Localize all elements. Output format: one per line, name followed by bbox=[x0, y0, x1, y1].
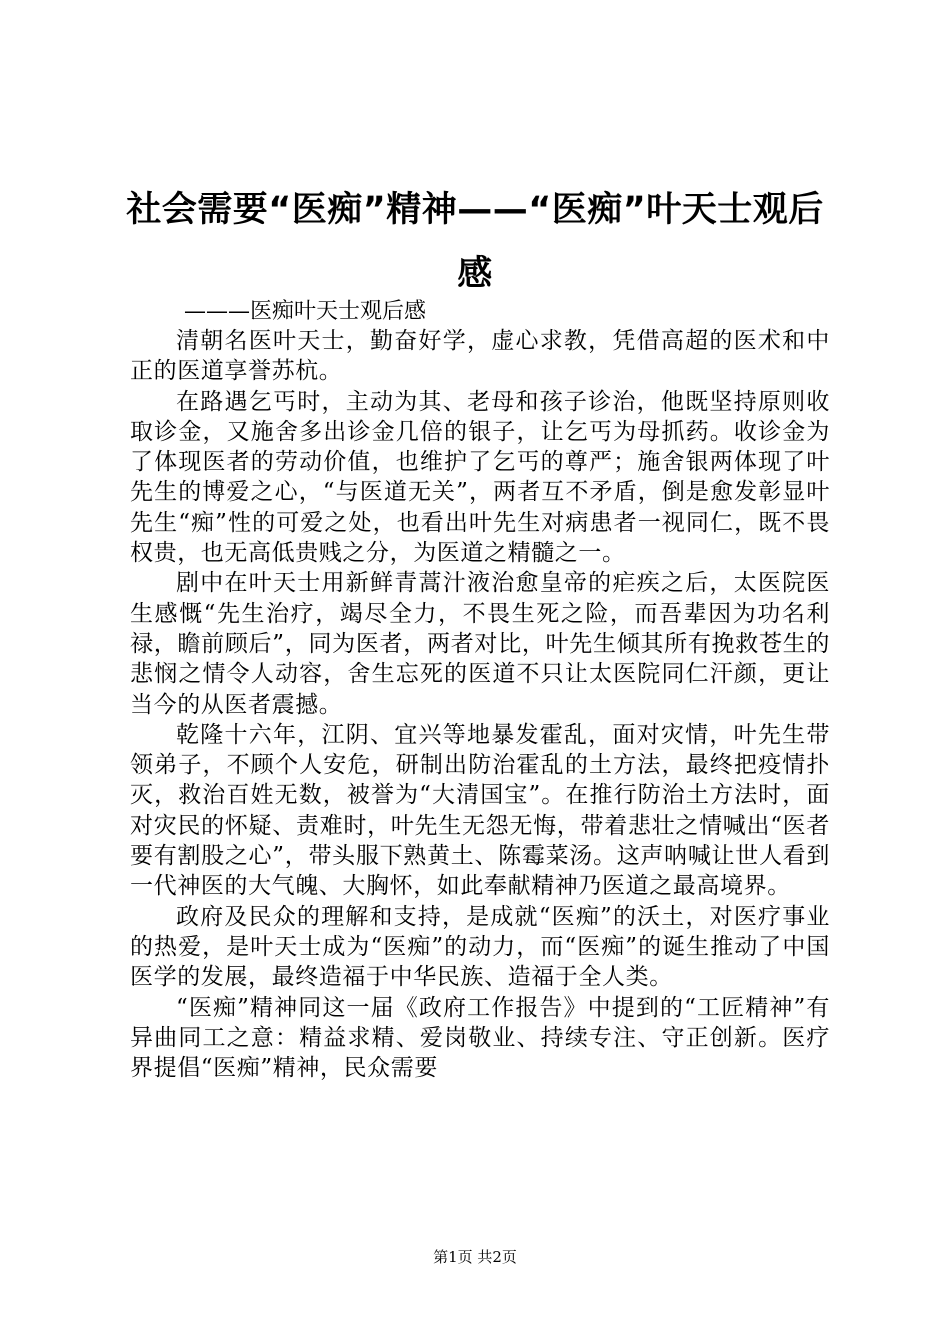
page-number: 第1页 共2页 bbox=[433, 1248, 517, 1266]
page-title: 社会需要“医痴”精神——“医痴”叶天士观后感 bbox=[126, 190, 824, 294]
paragraph-4: 乾隆十六年，江阴、宜兴等地暴发霍乱，面对灾情，叶先生带领弟子，不顾个人安危，研制出防治霍乱的土方法，最终把疫情扑灭，救治百姓无数，被誉为“大清国宝”。在推行防治土方法时，面对灾民的怀疑、责难时，叶先生无怨无悔，带着悲壮之情喊出“医者要有割股之心”，带头服下熟黄土、陈霉菜汤。这声呐喊让世人看到一代神医的大气魄、大胸怀，如此奉献精神乃医道之最高境界。 bbox=[130, 721, 830, 900]
paragraph-1: 清朝名医叶天士，勤奋好学，虚心求教，凭借高超的医术和中正的医道享誉苏杭。 bbox=[130, 328, 830, 385]
subtitle: ———医痴叶天士观后感 bbox=[184, 299, 427, 324]
paragraph-3: 剧中在叶天士用新鲜青蒿汁液治愈皇帝的疟疾之后，太医院医生感慨“先生治疗，竭尽全力，不畏生死之险，而吾辈因为功名利禄，瞻前顾后”，同为医者，两者对比，叶先生倾其所有挽救苍生的悲悯之情令人动容，舍生忘死的医道不只让太医院同仁汗颜，更让当今的从医者震撼。 bbox=[130, 570, 830, 718]
paragraph-6: “医痴”精神同这一届《政府工作报告》中提到的“工匠精神”有异曲同工之意：精益求精、爱岗敬业、持续专注、守正创新。医疗界提倡“医痴”精神，民众需要 bbox=[130, 994, 830, 1082]
document-body bbox=[130, 326, 830, 1083]
paragraph-2: 在路遇乞丐时，主动为其、老母和孩子诊治，他既坚持原则收取诊金，又施舍多出诊金几倍的银子，让乞丐为母抓药。收诊金为了体现医者的劳动价值，也维护了乞丐的尊严；施舍银两体现了叶先生的博爱之心，“与医道无关”，两者互不矛盾，倒是愈发彰显叶先生“痴”性的可爱之处，也看出叶先生对病患者一视同仁，既不畏权贵，也无高低贵贱之分，为医道之精髓之一。 bbox=[130, 388, 830, 567]
paragraph-5: 政府及民众的理解和支持，是成就“医痴”的沃土，对医疗事业的热爱，是叶天士成为“医痴”的动力，而“医痴”的诞生推动了中国医学的发展，最终造福于中华民族、造福于全人类。 bbox=[130, 903, 830, 991]
